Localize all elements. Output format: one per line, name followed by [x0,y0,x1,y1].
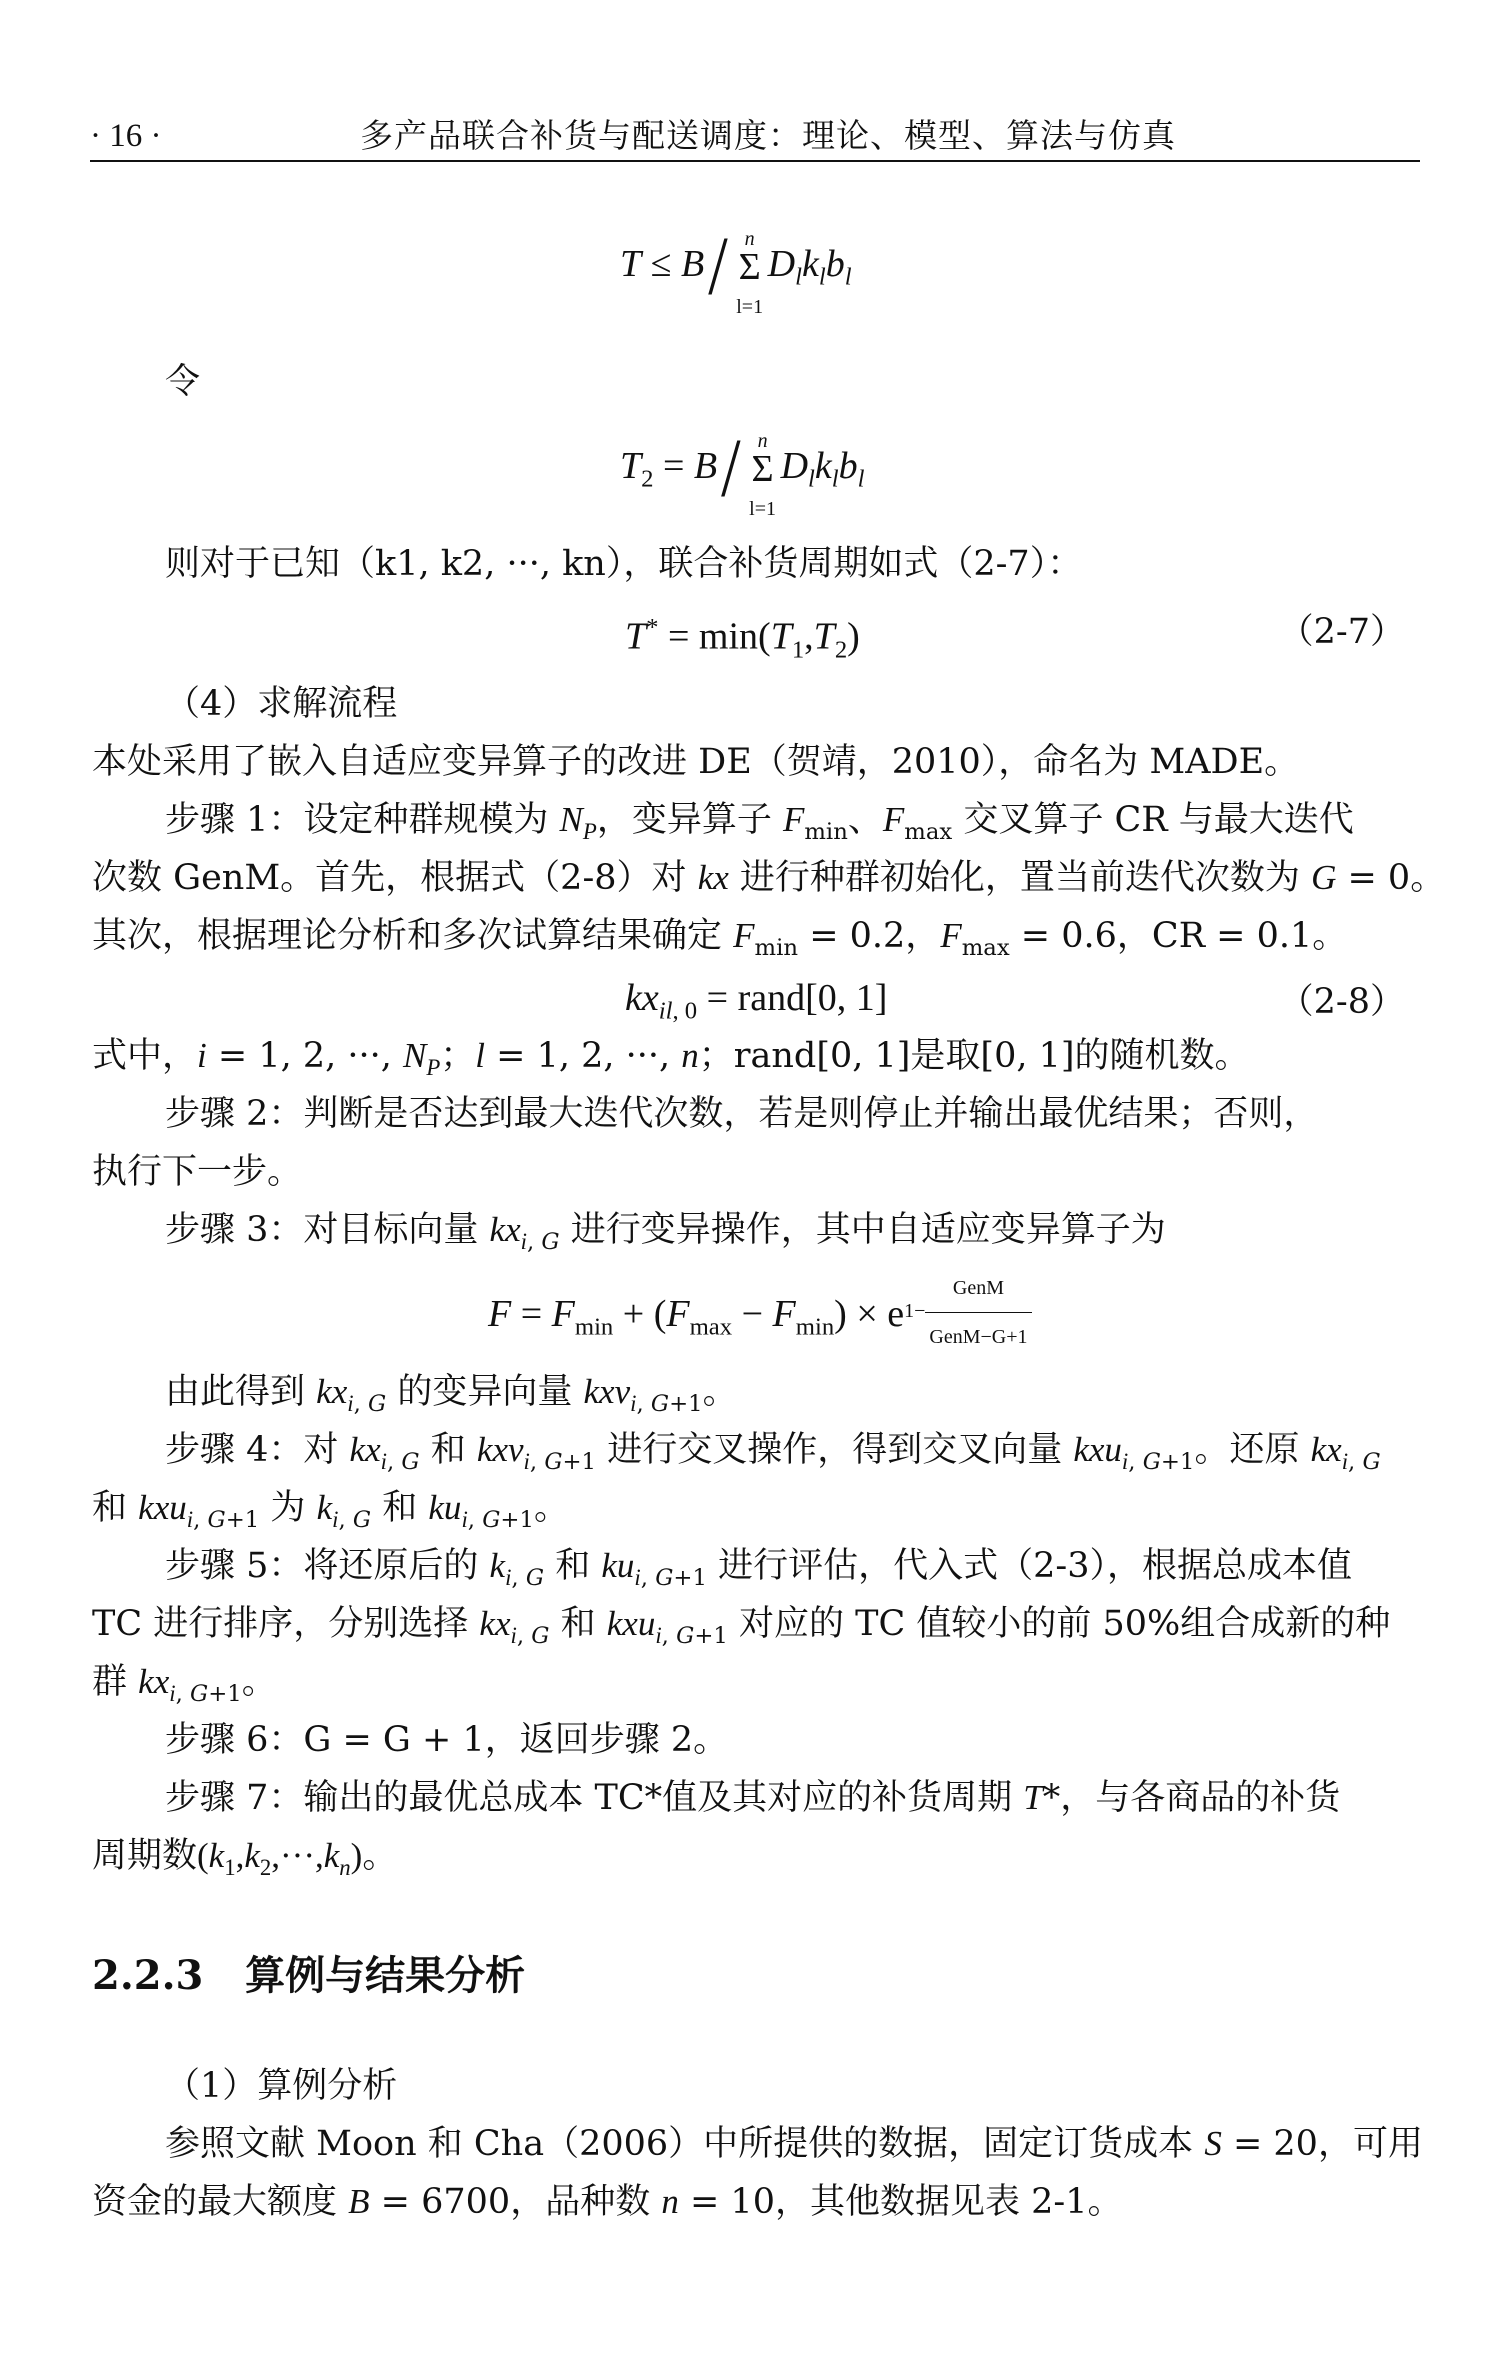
equation-T2: $T_2 = B/$ n Σ l=1 $D_lk_lb_l$ [620,422,865,521]
step5-line2: TC 进行排序，分别选择 $kx_{i, G}$ 和 kxu$_{i, G+1}$ 对应的 TC 值较小的前 50%组合成新的种 [92,1604,1391,1649]
exponent: 1− $\frac{\text{GenM}}{\text{GenM−G+1}}$ [904,1264,1031,1361]
example-line1: 参照文献 Moon 和 Cha（2006）中所提供的数据，固定订货成本 S = 20，可用 [165,2124,1423,2164]
step5-line3: 群 $kx_{i, G+1}$。 [92,1662,277,1707]
step4-line2: 和 kxu$_{i, G+1}$ 为 $k_{i, G}$ 和 $ku_{i, G+1}$。 [92,1488,569,1533]
running-title: 多产品联合补货与配送调度：理论、模型、算法与仿真 [360,116,1176,155]
page-number: · 16 · [90,118,162,154]
equation-2-7: $T^* = \min(T_1,T_2)$ [625,614,860,664]
derive-line: 由此得到 $kx_{i, G}$ 的变异向量 kxv$_{i, G+1}$。 [165,1372,738,1417]
step3-line1: 步骤 3：对目标向量 $kx_{i, G}$ 进行变异操作，其中自适应变异算子为 [165,1210,1166,1255]
step4-line1: 步骤 4：对 $kx_{i, G}$ 和 kxv$_{i, G+1}$ 进行交叉操作，得到交叉向量 kxu$_{i, G+1}$。还原 $kx_{i, G}$ [165,1430,1381,1475]
step1-line2: 次数 GenM。首先，根据式（2-8）对 kx 进行种群初始化，置当前迭代次数为 G = 0。 [92,858,1446,898]
step7-line1: 步骤 7：输出的最优总成本 TC*值及其对应的补货周期 T*，与各商品的补货 [165,1778,1341,1818]
eq-number-2-8: （2-8） [1278,982,1405,1022]
where-line: 式中，i = 1, 2, ···, $N_P$；l = 1, 2, ···, n；rand[0, 1]是取[0, 1]的随机数。 [92,1036,1250,1080]
step2-line2: 执行下一步。 [92,1152,303,1192]
equation-adaptive-F: $F = F_{min} + (F_{max} - F_{min}) \times e1-$ $\frac{\text{GenM}}{\text{GenM−G+1}}$ [488,1290,1032,1387]
step-title: （4）求解流程 [165,684,398,724]
step1-line1: 步骤 1：设定种群规模为 $N_P$，变异算子 $F_{min}$、$F_{max}$ 交叉算子 CR 与最大迭代 [165,800,1354,845]
ling-text: 令 [165,362,201,402]
inequality-T-bound: T ≤ B/ n Σ l=1 $D_lk_lb_l$ [620,220,852,319]
step1-line3: 其次，根据理论分析和多次试算结果确定 $F_{min} = 0.2$，$F_{max} = 0.6$，CR = 0.1。 [92,916,1348,961]
known-line: 则对于已知（k1, k2, ···, kn），联合补货周期如式（2-7）： [165,544,1083,584]
equation-2-8: $kx_{il, 0}$ = rand[0, 1] [625,977,888,1025]
example-line2: 资金的最大额度 B = 6700，品种数 n = 10，其他数据见表 2-1。 [92,2182,1123,2222]
section-heading [92,1948,525,2004]
section-number: 2.2.3 [92,1952,204,1999]
step6-line: 步骤 6：G = G + 1，返回步骤 2。 [165,1720,729,1760]
step2-line1: 步骤 2：判断是否达到最大迭代次数，若是则停止并输出最优结果；否则， [165,1094,1319,1134]
sum-symbol: n Σ l=1 [736,228,764,319]
step5-line1: 步骤 5：将还原后的 $k_{i, G}$ 和 $ku_{i, G+1}$ 进行评估，代入式（2-3），根据总成本值 [165,1546,1352,1591]
example-title: （1）算例分析 [165,2066,398,2106]
section-title: 算例与结果分析 [245,1952,526,1999]
intro-line: 本处采用了嵌入自适应变异算子的改进 DE（贺靖，2010），命名为 MADE。 [92,742,1300,782]
page-header [90,112,1420,162]
eq-number-2-7: （2-7） [1278,612,1405,652]
sum-symbol: n Σ l=1 [749,430,777,521]
step7-line2: 周期数$(k_1,k_2,\cdot\cdot\cdot,k_n)$。 [92,1836,398,1880]
